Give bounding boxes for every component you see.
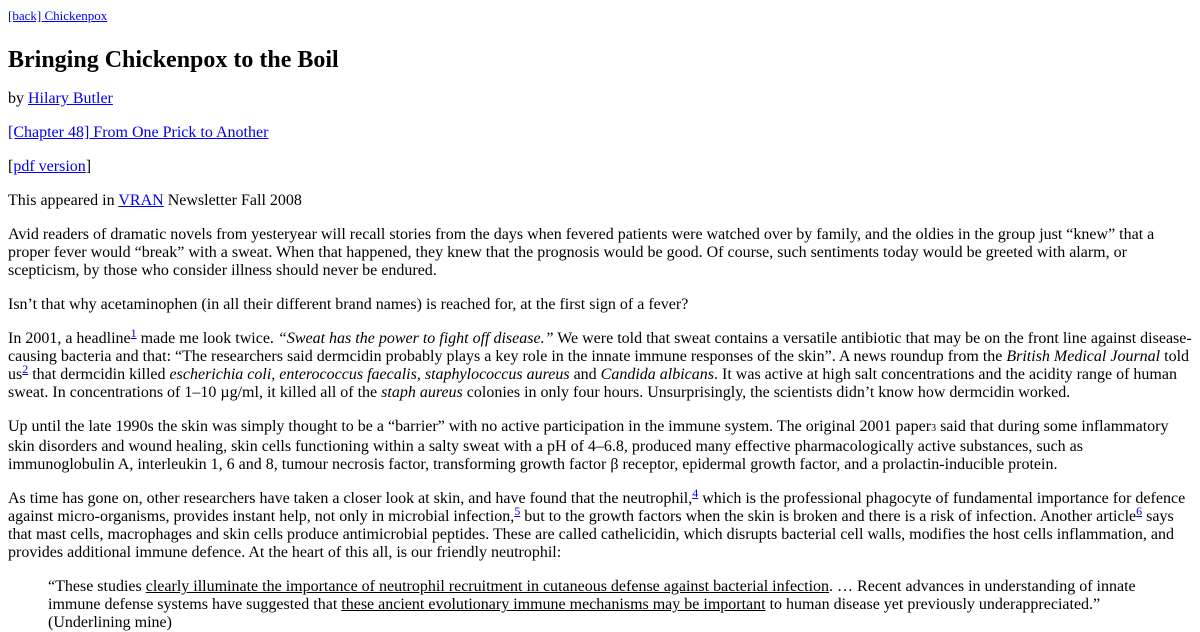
chapter-paragraph <box>8 124 1192 142</box>
p5-text-c: but to the growth factors when the skin is broken and there is a risk of infection. Another article <box>520 508 1137 525</box>
appeared-suffix: Newsletter Fall 2008 <box>163 192 302 209</box>
p3-text-g: . It was active at high salt concentrations and the acidity range of human sweat. In concentrations of 1–10 µg/ml, it killed all of the <box>8 366 1177 401</box>
pdf-open-bracket: [ <box>8 158 14 175</box>
footnote-2-link[interactable]: 2 <box>22 362 29 376</box>
candida-name: Candida albicans <box>600 366 715 383</box>
pdf-close-bracket: ] <box>85 158 92 175</box>
headline-quote: “Sweat has the power to fight off disease.” <box>277 330 554 347</box>
p3-text-a: In 2001, a headline <box>8 330 131 347</box>
footnote-5-link[interactable]: 5 <box>514 504 521 518</box>
p3-text-h: colonies in only four hours. Unsurprisingly, the scientists didn’t know how dermcidin worked. <box>462 384 1071 401</box>
p3-text-d: told us <box>8 348 1190 383</box>
staph-name: staph aureus <box>381 384 463 401</box>
bacteria-names: escherichia coli, enterococcus faecalis, staphylococcus aureus <box>169 366 570 383</box>
p3-text-e: that dermcidin killed <box>28 366 170 383</box>
p5-text-d: says that mast cells, macrophages and skin cells produce antimicrobial peptides. These are called cathelicidin, which disrupts bacterial cell walls, modifies the host cells inflammation, and provides additional immune defence. At the heart of this all, is our friendly neutrophil: <box>8 508 1175 561</box>
page-title: Bringing Chickenpox to the Boil <box>8 47 339 73</box>
p4-text-a: Up until the late 1990s the skin was simply thought to be a “barrier” with no active participation in the immune system. The original 2001 paper <box>8 418 932 435</box>
footnote-1-link[interactable]: 1 <box>130 326 137 340</box>
pdf-paragraph <box>8 158 1192 176</box>
paragraph-1: Avid readers of dramatic novels from yesteryear will recall stories from the days when fevered patients were watched over by family, and the oldies in the group just “knew” that a proper fever would “break” with a sweat. When that happened, they knew that the prognosis would be good. Of course, such sentiments today would be greeted with alarm, or scepticism, by those who consider illness should never be endured. <box>8 226 1155 279</box>
blockquote <box>48 578 1152 632</box>
quote-text-a: “These studies <box>48 578 146 595</box>
p3-text-f: and <box>569 366 601 383</box>
paragraph-3 <box>8 326 1192 402</box>
p4-text-b: said that during some inflammatory skin disorders and wound healing, skin cells functioning within a salty sweat with a pH of 4–6.8, produced many effective pharmacologically active substances, such as immunoglobulin A, interleukin 1, 6 and 8, tumour necrosis factor, transforming growth factor β receptor, epidermal growth factor, and a prolactin-inducible protein. <box>8 418 1169 473</box>
paragraph-5 <box>8 486 1192 562</box>
footnote-3-marker: 3 <box>931 423 937 434</box>
footnote-4-link[interactable]: 4 <box>692 486 699 500</box>
journal-name: British Medical Journal <box>1006 348 1161 365</box>
p3-text-b: made me look twice. <box>136 330 278 347</box>
chapter-link[interactable]: [Chapter 48] From One Prick to Another <box>8 124 269 141</box>
author-link[interactable]: Hilary Butler <box>28 90 113 107</box>
p5-text-b: which is the professional phagocyte of fundamental importance for defence against micro-organisms, provides instant help, not only in microbial infection, <box>8 490 1186 525</box>
appeared-prefix: This appeared in <box>8 192 119 209</box>
byline <box>8 90 1192 108</box>
quote-text-b: . … Recent advances in understanding of innate immune defense systems have suggested that <box>48 578 1136 613</box>
p5-text-a: As time has gone on, other researchers have taken a closer look at skin, and have found that the neutrophil, <box>8 490 693 507</box>
paragraph-4 <box>8 418 1192 474</box>
quote-underline-1: clearly illuminate the importance of neutrophil recruitment in cutaneous defense against bacterial infection <box>145 578 830 595</box>
pdf-link[interactable]: pdf version <box>13 158 86 175</box>
quote-underline-2: these ancient evolutionary immune mechanisms may be important <box>341 596 766 613</box>
byline-prefix: by <box>8 90 28 107</box>
p3-text-c: We were told that sweat contains a versatile antibiotic that may be on the front line against disease-causing bacteria and that: “The researchers said dermcidin probably plays a key role in the innate immune responses of the skin”. A news roundup from the <box>8 330 1192 365</box>
appeared-paragraph <box>8 192 1192 210</box>
quote-text-c: to human disease yet previously underappreciated.” (Underlining mine) <box>48 596 1101 631</box>
back-link[interactable]: [back] Chickenpox <box>8 8 108 23</box>
footnote-6-link[interactable]: 6 <box>1136 504 1143 518</box>
vran-link[interactable]: VRAN <box>118 192 164 209</box>
paragraph-2: Isn’t that why acetaminophen (in all their different brand names) is reached for, at the first sign of a fever? <box>8 296 689 313</box>
